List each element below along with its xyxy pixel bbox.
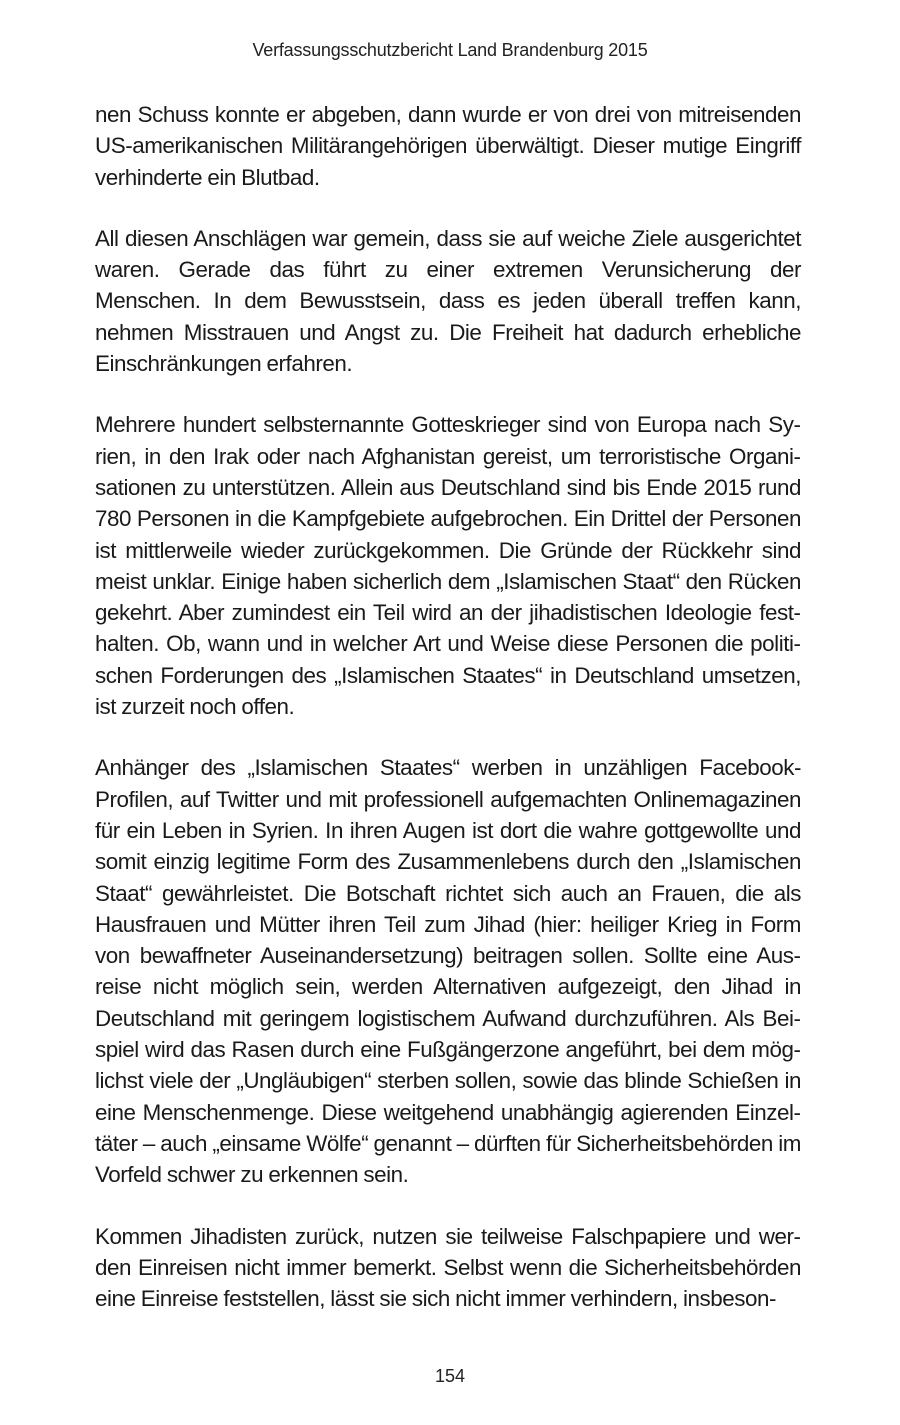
- page-number: 154: [434, 1366, 466, 1386]
- paragraph-3: Mehrere hundert selbsternannte Gotteskrieger sind von Europa nach Syrien, in den Irak oder nach Afghanistan gereist, um terroristische Organisationen zu unterstützen. Allein aus Deutschland sind bis Ende 2015 rund 780 Personen in die Kampfgebiete aufgebrochen. Ein Drittel der Personen ist mittlerweile wieder zurückgekommen. Die Gründe der Rückkehr sind meist unklar. Einige haben sicherlich dem „Islamischen Staat“ den Rücken gekehrt. Aber zumindest ein Teil wird an der jihadistischen Ideologie festhalten. Ob, wann und in welcher Art und Weise diese Personen die politischen Forderungen des „Islamischen Staates“ in Deutschland umsetzen, ist zurzeit noch offen.: [95, 412, 801, 720]
- running-header: Verfassungsschutzbericht Land Brandenburg 2015: [252, 40, 648, 60]
- body-text: [95, 99, 801, 1344]
- paragraph-4: Anhänger des „Islamischen Staates“ werben in unzähligen Facebook-Profilen, auf Twitter und mit professionell aufgemachten Onlinemagazinen für ein Leben in Syrien. In ihren Augen ist dort die wahre gottgewollte und somit einzig legitime Form des Zusammenlebens durch den „Islamischen Staat“ gewährleistet. Die Botschaft richtet sich auch an Frauen, die als Hausfrauen und Mütter ihren Teil zum Jihad (hier: heiliger Krieg in Form von bewaffneter Auseinandersetzung) beitragen sollen. Sollte eine Ausreise nicht möglich sein, werden Alternativen aufgezeigt, den Jihad in Deutschland mit geringem logistischem Aufwand durchzuführen. Als Beispiel wird das Rasen durch eine Fußgängerzone angeführt, bei dem möglichst viele der „Ungläubigen“ sterben sollen, sowie das blinde Schießen in eine Menschenmenge. Diese weitgehend unabhängig agierenden Einzeltäter – auch „einsame Wölfe“ genannt – dürften für Sicherheitsbehörden im Vorfeld schwer zu erkennen sein.: [95, 755, 801, 1188]
- paragraph-2: All diesen Anschlägen war gemein, dass sie auf weiche Ziele ausgerichtet waren. Gerade das führt zu einer extremen Verunsicherung der Menschen. In dem Bewusstsein, dass es jeden überall treffen kann, nehmen Misstrauen und Angst zu. Die Freiheit hat dadurch erhebliche Einschränkungen erfahren.: [95, 225, 801, 377]
- paragraph-1: nen Schuss konnte er abgeben, dann wurde er von drei von mitreisenden US-amerikanischen Militärangehörigen überwältigt. Dieser mutige Eingriff verhinderte ein Blutbad.: [95, 102, 801, 190]
- paragraph-5: Kommen Jihadisten zurück, nutzen sie teilweise Falschpapiere und werden Einreisen nicht immer bemerkt. Selbst wenn die Sicherheitsbehörden eine Einreise feststellen, lässt sie sich nicht immer verhindern, insbeson-: [95, 1223, 801, 1312]
